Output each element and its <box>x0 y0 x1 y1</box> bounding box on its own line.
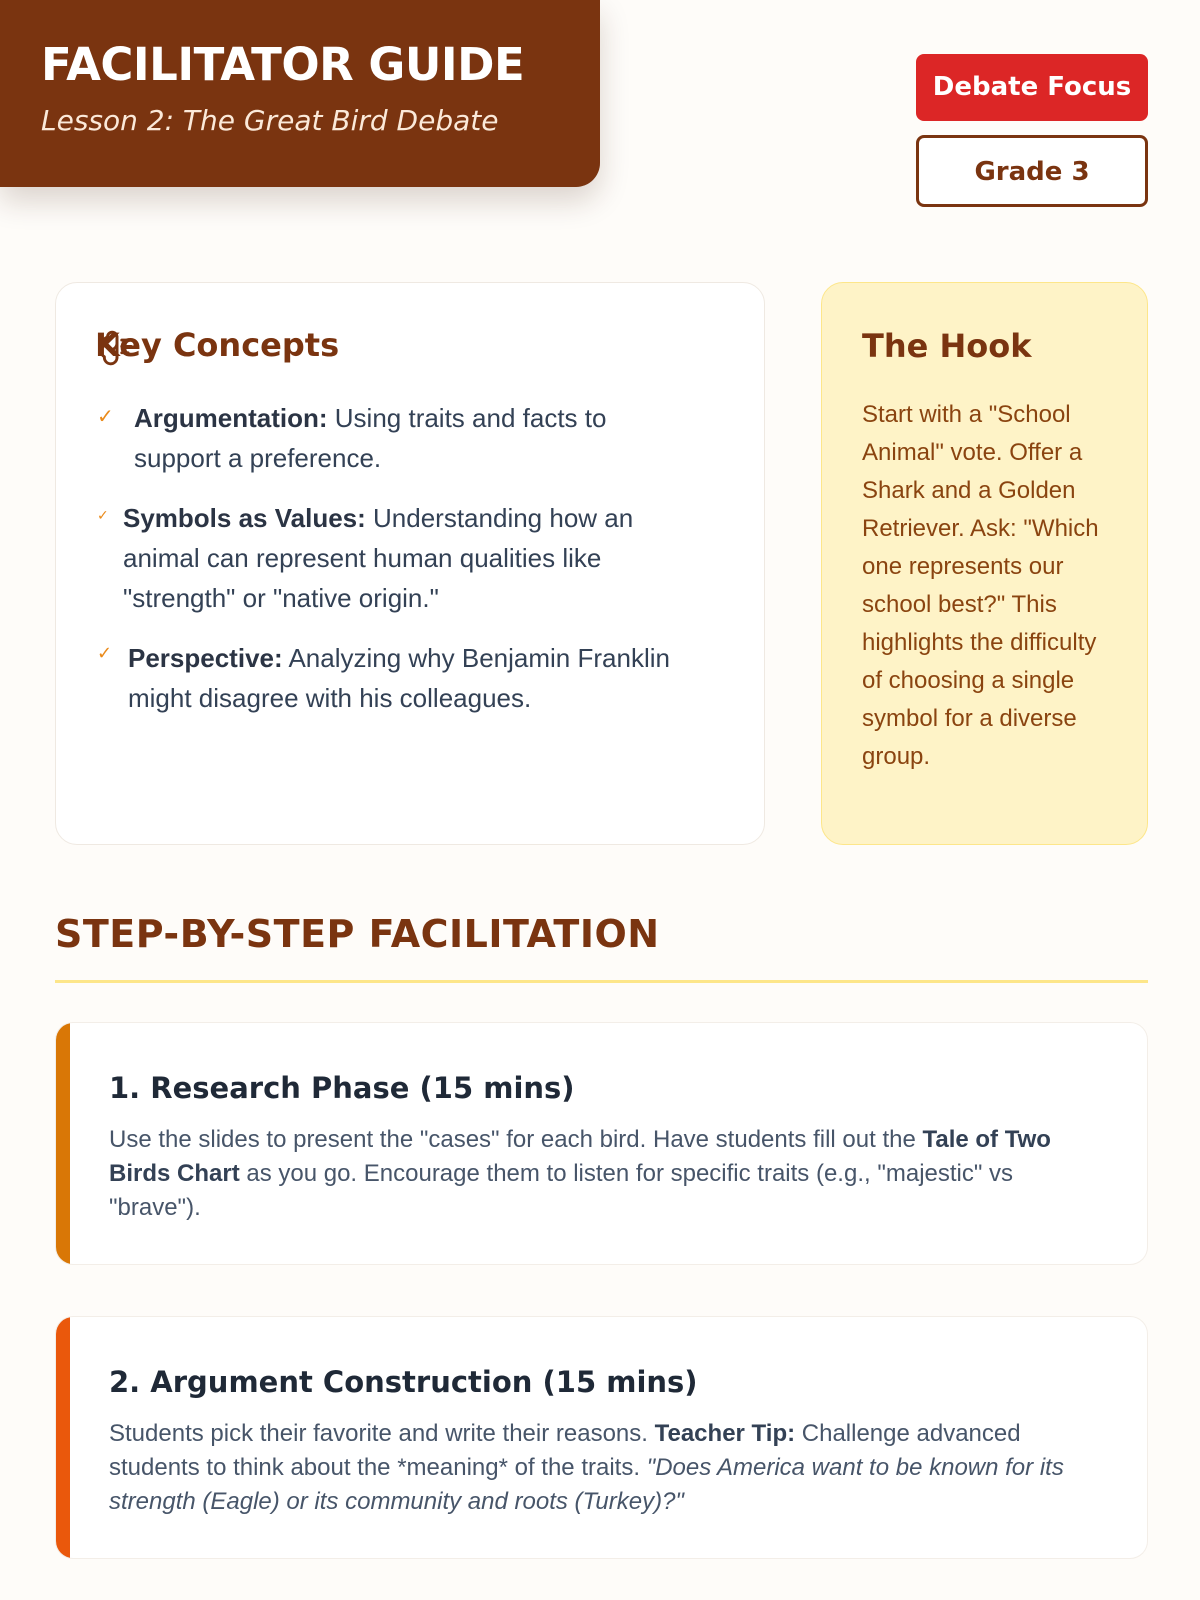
check-icon: ✓ <box>97 507 109 523</box>
grade-badge: Grade 3 <box>916 135 1148 207</box>
step-text: Use the slides to present the "cases" for each bird. Have students fill out the <box>109 1126 923 1153</box>
debate-focus-badge: Debate Focus <box>916 54 1148 121</box>
step-body <box>109 1123 1099 1225</box>
concept-item <box>134 398 694 478</box>
step-title: 1. Research Phase (15 mins) <box>109 1071 575 1105</box>
step-text: Challenge advanced students to think about the *meaning* of the traits. <box>109 1420 1021 1481</box>
hook-text: Start with a "School Animal" vote. Offer a Shark and a Golden Retriever. Ask: "Which one represents our school best?" This highlights the difficulty of choosing a single symbol for a diverse group. <box>862 401 1099 770</box>
check-icon: ✓ <box>97 643 113 663</box>
concept-term: Argumentation: <box>134 403 328 433</box>
step-body <box>109 1417 1099 1519</box>
teacher-tip-label: Teacher Tip: <box>654 1420 796 1447</box>
step-accent-bar <box>56 1317 70 1558</box>
step-card-research <box>55 1022 1148 1265</box>
concept-text: Using traits and facts to support a preference. <box>134 403 607 473</box>
step-accent-bar <box>56 1023 70 1264</box>
lesson-subtitle: Lesson 2: The Great Bird Debate <box>41 104 499 137</box>
concept-item <box>128 638 728 718</box>
step-text: as you go. Encourage them to listen for specific traits (e.g., "majestic" vs "brave"). <box>109 1160 1014 1221</box>
section-divider <box>55 980 1148 983</box>
hook-card <box>821 282 1148 845</box>
step-text: Students pick their favorite and write their reasons. <box>109 1420 655 1447</box>
concept-item <box>123 498 703 618</box>
concept-term: Perspective: <box>128 643 283 673</box>
section-title: STEP-BY-STEP FACILITATION <box>55 912 660 956</box>
step-card-argument <box>55 1316 1148 1559</box>
step-quote: "Does America want to be known for its strength (Eagle) or its community and roots (Turkey)?" <box>109 1454 1064 1515</box>
key-concepts-heading: Key Concepts <box>95 326 340 364</box>
check-icon: ✓ <box>97 406 114 428</box>
concept-term: Symbols as Values: <box>123 503 366 533</box>
step-title: 2. Argument Construction (15 mins) <box>109 1365 698 1399</box>
concept-text: Understanding how an animal can represent human qualities like "strength" or "native origin." <box>123 503 634 613</box>
step-emphasis: Tale of Two Birds Chart <box>109 1126 1051 1187</box>
concept-text: Analyzing why Benjamin Franklin might disagree with his colleagues. <box>128 643 670 713</box>
page-title: FACILITATOR GUIDE <box>41 38 525 91</box>
hook-heading: The Hook <box>862 327 1032 365</box>
header-banner <box>0 0 600 187</box>
